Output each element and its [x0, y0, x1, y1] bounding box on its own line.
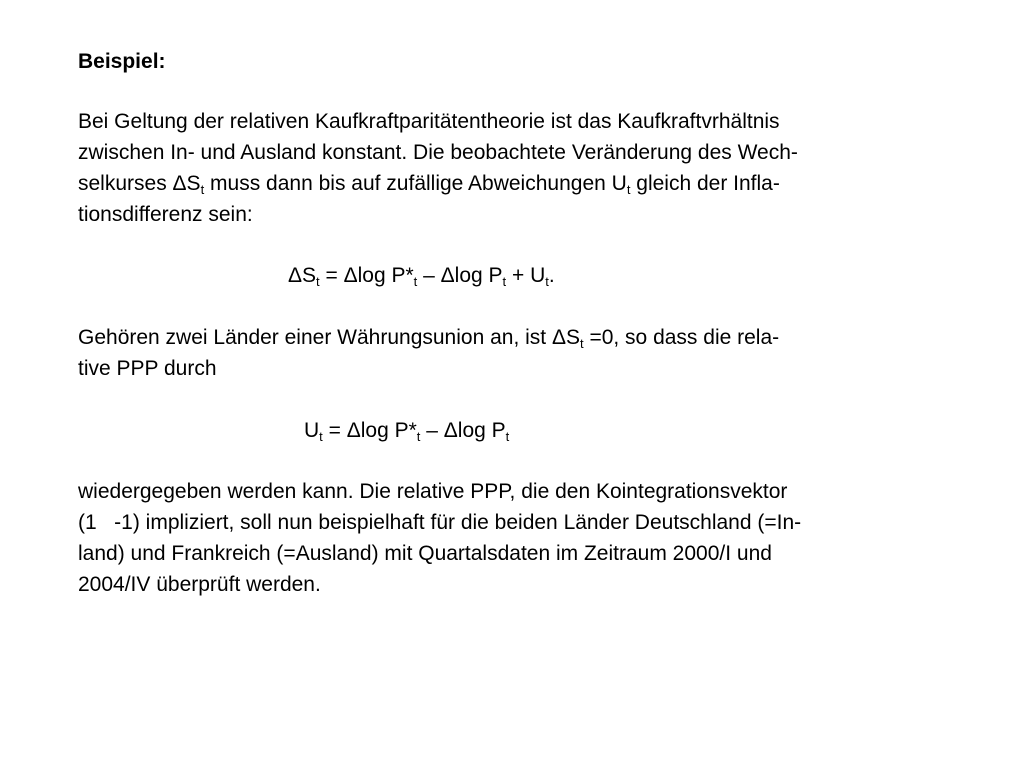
text-segment: Gehören zwei Länder einer Währungsunion an, ist ΔS: [78, 326, 580, 349]
eq-term: .: [548, 264, 555, 287]
subscript: t: [626, 182, 631, 197]
para1-line1: Bei Geltung der relativen Kaufkraftparitätentheorie ist das Kaufkraftvrhältnis: [78, 110, 780, 133]
text-segment: gleich der Infla-: [630, 172, 780, 195]
paragraph-cointegration: [78, 476, 978, 600]
subscript: t: [505, 429, 510, 444]
subscript: t: [413, 274, 418, 289]
paragraph-theory: [78, 106, 978, 230]
para2-line1: [78, 326, 779, 349]
eq-term: = Δlog P*: [319, 264, 414, 287]
subscript: t: [319, 429, 323, 444]
heading: Beispiel:: [78, 50, 166, 73]
subscript: t: [316, 274, 320, 289]
subscript: t: [545, 274, 549, 289]
eq-term: – Δlog P: [420, 419, 506, 442]
para3-line4: 2004/IV überprüft werden.: [78, 573, 321, 596]
subscript: t: [416, 429, 421, 444]
subscript: t: [200, 182, 205, 197]
para3-line1: wiedergegeben werden kann. Die relative PPP, die den Kointegrationsvektor: [78, 480, 788, 503]
eq-term: – Δlog P: [417, 264, 503, 287]
equation-exchange-rate: [288, 260, 555, 291]
para1-line4: tionsdifferenz sein:: [78, 203, 253, 226]
para2-line2: tive PPP durch: [78, 357, 217, 380]
eq-term: U: [304, 419, 320, 442]
text-segment: selkurses ΔS: [78, 172, 201, 195]
subscript: t: [579, 336, 584, 351]
para3-line2: (1 -1) impliziert, soll nun beispielhaft für die beiden Länder Deutschland (=In-: [78, 511, 802, 534]
eq-term: ΔS: [288, 264, 317, 287]
text-segment: =0, so dass die rela-: [583, 326, 780, 349]
eq-term: = Δlog P*: [322, 419, 417, 442]
equation-residual: [304, 415, 509, 446]
para1-line3: [78, 172, 780, 195]
para1-line2: zwischen In- und Ausland konstant. Die beobachtete Veränderung des Wech-: [78, 141, 798, 164]
paragraph-currency-union: [78, 322, 978, 384]
para3-line3: land) und Frankreich (=Ausland) mit Quartalsdaten im Zeitraum 2000/I und: [78, 542, 772, 565]
text-segment: muss dann bis auf zufällige Abweichungen U: [204, 172, 627, 195]
eq-term: + U: [506, 264, 546, 287]
subscript: t: [502, 274, 507, 289]
